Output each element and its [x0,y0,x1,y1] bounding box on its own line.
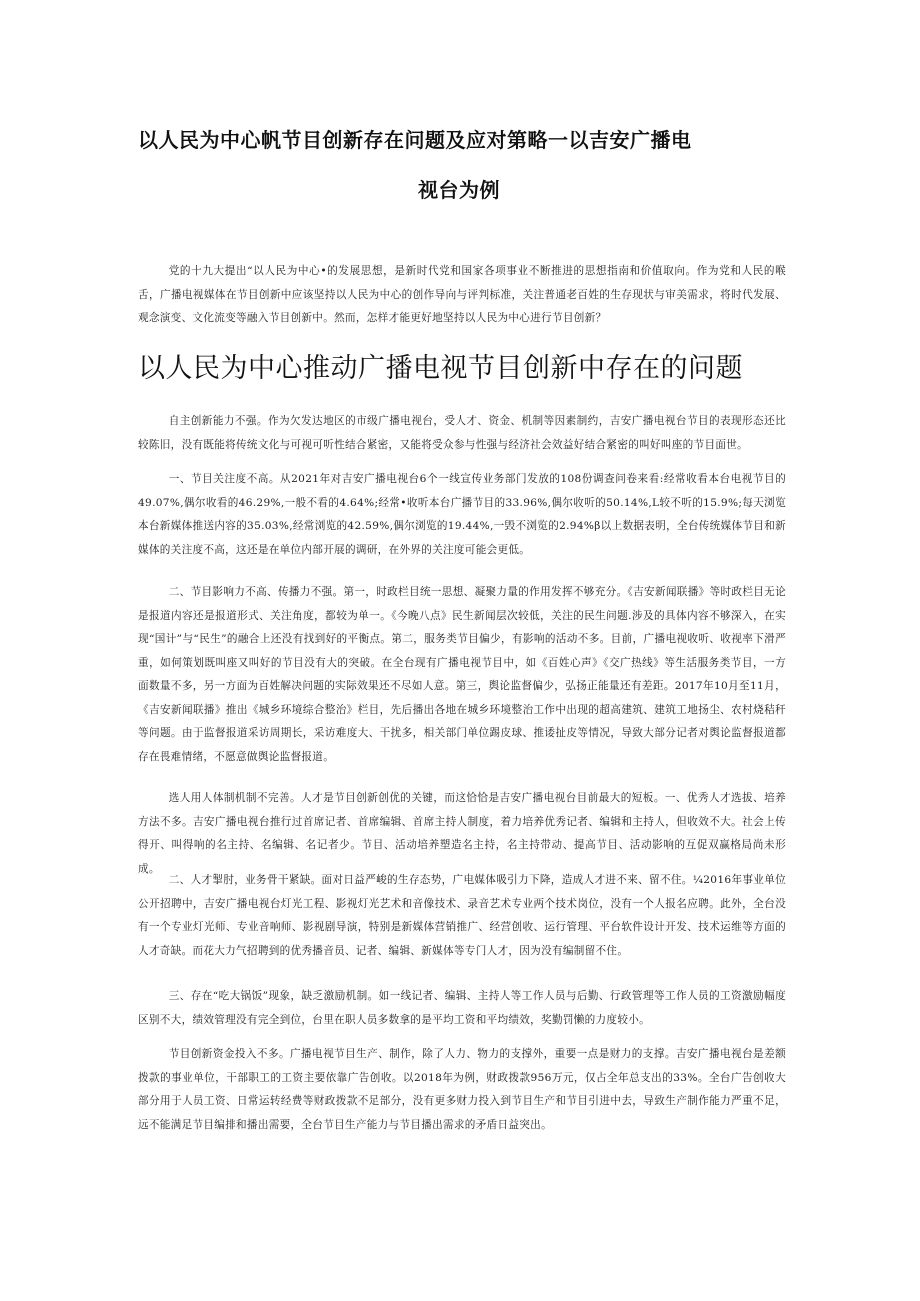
document-title-line-1: 以人民为中心帆节目创新存在问题及应对第略一以吉安广播电 [138,128,692,152]
intro-paragraph: 党的十九大提出“以人民为中心•的发展思想，是新时代党和国家各项事业不断推进的思想指南和价值取向。作为党和人民的喉舌，广播电视媒体在节目创新中应该坚持以人民为中心的创作导向与评判标准，关注普通老百姓的生存现状与审美需求，将时代发展、观念演变、文化流变等融入节目创新中。然而，怎样才能更好地坚持以人民为中心进行节目创新？ [138,265,786,324]
section-heading: 以人民为中心推动广播电视节目创新中存在的问题 [138,353,743,384]
body-paragraph-funding: 节目创新资金投入不多。广播电视节目生产、制作，除了人力、物力的支撑外，重要一点是财力的支撑。吉安广播电视台是差额拨款的事业单位，干部职工的工资主要依靠广告创收。以2018年为例，财政拨款956万元，仅占全年总支出的33%。全台广告创收大部分用于人员工资、日常运转经费等财政拨款不足部分，没有更多财力投入到节目生产和节目引进中去，导致生产制作能力严重不足，远不能满足节目编排和播出需要，全台节目生产能力与节目播出需求的矛盾日益突出。 [138,1048,786,1131]
body-paragraph-talent-mechanism: 选人用人体制机制不完善。人才是节目创新创优的关键，而这恰恰是吉安广播电视台目前最大的短板。一、优秀人才选拔、培养方法不多。吉安广播电视台推行过首席记者、首席编辑、首席主持人制度，着力培养优秀记者、编辑和主持人，但收效不大。社会上传得开、叫得响的名主持、名编辑、名记者少。节目、活动培养塑造名主持，名主持带动、提高节目、活动影响的互促双赢格局尚未形成。 [138,792,786,875]
document-title-line-2: 视台为例 [418,178,500,202]
body-paragraph-innovation: 自主创新能力不强。作为欠发达地区的市级广播电视台，受人才、资金、机制等因素制约，吉安广播电视台节目的表现形态还比较陈旧，没有既能将传统文化与可视可听性结合紧密，又能将受众参与性强与经济社会效益好结合紧密的叫好叫座的节目面世。 [138,415,786,451]
body-paragraph-incentive: 三、存在“吃大锅饭”现象，缺乏激励机制。如一线记者、编辑、主持人等工作人员与后勤、行政管理等工作人员的工资激励幅度区别不大，绩效管理没有完全到位，台里在职人员多数拿的是平均工资和平均绩效，奖勤罚懒的力度较小。 [138,990,786,1026]
body-paragraph-talent-shortage: 二、人才掣肘，业务骨干紧缺。面对日益严峻的生存态势，广电媒体吸引力下降，造成人才进不来、留不住。¼2016年事业单位公开招聘中，吉安广播电视台灯光工程、影视灯光艺术和音像技术、录音艺术专业两个技术岗位，没有一个人报名应聘。此外，全台没有一个专业灯光师、专业音响师、影视剧导演，特别是新媒体营销推广、经营创收、运行管理、平台软件设计开发、技术运维等方面的人才奇缺。而花大力气招聘到的优秀播音员、记者、编辑、新媒体等专门人才，因为没有编制留不住。 [138,874,786,957]
body-paragraph-attention: 一、节目关注度不高。从2021年对吉安广播电视台6个一线宣传业务部门发放的108份调查问卷来看:经常收看本台电视节目的49.07%,偶尔收看的46.29%,一般不看的4.64%;经常•收听本台广播节目的33.96%,偶尔收听的50.14%,L较不听的15.9%;每天浏览本台新媒体推送内容的35.03%,经常浏览的42.59%,偶尔浏览的19.44%,一毁不浏览的2.94%β以上数据表明，全台传统媒体节目和新媒体的关注度不高，这还是在单位内部开展的调研，在外界的关注度可能会更低。 [138,473,786,556]
body-paragraph-influence: 二、节目影响力不高、传播力不强。第一，时政栏目统一思想、凝聚力量的作用发挥不够充分。《吉安新闻联播》等时政栏目无论是报道内容还是报道形式、关注角度，都较为单一。《今晚八点》民生新闻层次较低，关注的民生问题.涉及的具体内容不够深入，在实现“国计”与“民生”的融合上还没有找到好的平衡点。第二，服务类节目偏少，有影响的活动不多。目前，广播电视收听、收视率下滑严重，如何策划既叫座又叫好的节目没有大的突破。在全台现有广播电视节目中，如《百姓心声》《交广热线》等生活服务类节目，一方面数量不多，另一方面为百姓解决问题的实际效果还不尽如人意。第三，舆论监督偏少，弘扬正能量还有差距。2017年10月至11月，《吉安新闻联播》推出《城乡环境综合整治》栏目，先后播出各地在城乡环境整治工作中出现的超高建筑、建筑工地扬尘、农村烧秸秆等问题。由于监督报道采访周期长，采访难度大、干扰多，相关部门单位踢皮球、推诿扯皮等情况，导致大部分记者对舆论监督报道都存在畏难情绪，不愿意做舆论监督报道。 [138,586,786,763]
